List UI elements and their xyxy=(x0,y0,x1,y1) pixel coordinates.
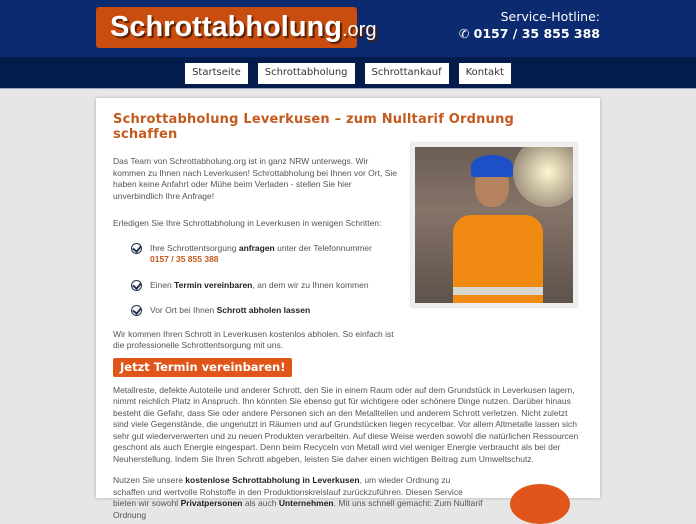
step-text: , an dem wir zu Ihnen kommen xyxy=(252,279,369,290)
step-bold: anfragen xyxy=(238,242,275,253)
list-item xyxy=(131,280,398,292)
content xyxy=(96,98,600,520)
nav-schrottankauf[interactable]: Schrottankauf xyxy=(365,63,449,84)
book-appointment-button[interactable]: Jetzt Termin vereinbaren! xyxy=(113,358,292,377)
phone-icon: ✆ xyxy=(458,26,474,41)
steps-list xyxy=(131,243,398,317)
steps-intro: Erledigen Sie Ihre Schrottabholung in Leverkusen in wenigen Schritten: xyxy=(113,218,382,228)
page-title: Schrottabholung Leverkusen – zum Nulltarif Ordnung schaffen xyxy=(113,112,515,142)
body-text: Metallreste, defekte Autoteile und anderer Schrott, den Sie in einem Raum oder auf dem Grundstück in Leverkusen lagern, nimmt reichlich Platz in Anspruch. Ihn könnten Sie ebenso gut für wichtigere oder schönere Dinge nutzen. Darüber hinaus besteht die Gefahr, dass Sie oder andere Personen sich an den Metallteilen und anderem Schrott verletzen. Nicht zuletzt sind viele Gegenstände, die ungenutzt in Räumen und auf Grundstücken liegen recycelbar. Vor allem Altmetalle lassen sich sehr gut wiederverwerten und zu neuen Produkten verarbeiten. Auf diese Weise werden sowohl die natürlichen Ressourcen geschont als auch Energie eingespart. Denn beim Recyceln von Metall wird viel weniger Energie verbraucht als bei der Neuherstellung. Indem Sie Ihren Schrott abgeben, leisten Sie daher einen wichtigen Beitrag zum Umweltschutz. xyxy=(113,384,579,464)
step-text: Vor Ort bei Ihnen xyxy=(150,304,217,315)
logo-text: Schrottabholung xyxy=(110,11,342,43)
step-text: Einen xyxy=(150,279,175,290)
worker-photo xyxy=(411,143,577,307)
check-icon xyxy=(131,305,142,316)
service-hotline xyxy=(459,9,600,41)
check-icon xyxy=(131,280,142,291)
header xyxy=(0,0,696,57)
nav-startseite[interactable]: Startseite xyxy=(185,63,248,84)
floating-contact-button[interactable] xyxy=(510,484,570,524)
logo-tld: .org xyxy=(341,19,377,41)
main-nav xyxy=(0,57,696,89)
check-icon xyxy=(131,243,142,254)
hotline-label: Service-Hotline: xyxy=(500,9,600,24)
step-bold: Schrott abholen lassen xyxy=(216,304,311,315)
service-text: Nutzen Sie unsere kostenlose Schrottabholung in Leverkusen, um wieder Ordnung zu schaffen und wertvolle Rohstoffe in den Produktionskreislauf zurückzuführen. Diesen Service bieten wir sowohl Privatpersonen als auch Unternehmen. Mit uns schnell gemacht: Zum Nulltarif Ordnung xyxy=(113,475,483,520)
nav-kontakt[interactable]: Kontakt xyxy=(459,63,511,84)
step-text: unter der Telefonnummer xyxy=(274,242,372,253)
intro-text: Das Team von Schrottabholung.org ist in ganz NRW unterwegs. Wir kommen zu Ihnen nach Leverkusen! Schrottabholung bei Ihnen vor Ort, Sie haben keine Anfahrt oder Mühe beim Verladen - stellen Sie hier unverbindlich Ihre Anfrage! xyxy=(113,156,397,201)
hotline-number[interactable]: 0157 / 35 855 388 xyxy=(473,26,600,41)
step-text: Ihre Schrottentsorgung xyxy=(150,242,239,253)
list-item xyxy=(131,305,398,317)
step-bold: Termin vereinbaren xyxy=(174,279,253,290)
logo[interactable] xyxy=(96,7,377,48)
phone-link[interactable]: 0157 / 35 855 388 xyxy=(150,254,219,264)
list-item xyxy=(131,243,398,266)
nav-schrottabholung[interactable]: Schrottabholung xyxy=(258,63,355,84)
outro-text: Wir kommen Ihren Schrott in Leverkusen kostenlos abholen. So einfach ist die professionelle Schrottentsorgung mit uns. xyxy=(113,328,394,350)
